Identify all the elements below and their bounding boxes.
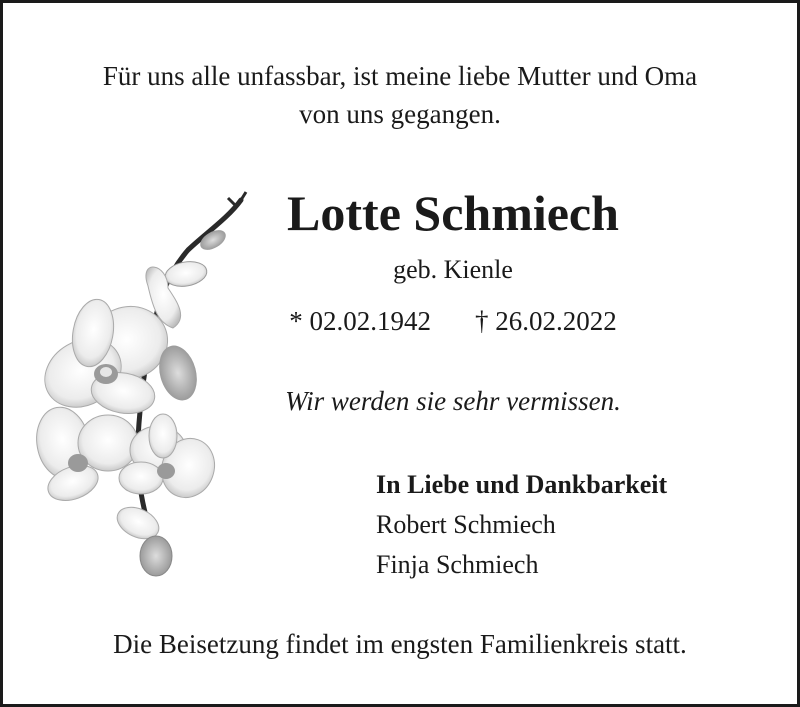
life-dates [233,303,673,339]
deceased-name: Lotte Schmiech [287,185,619,241]
birth-date: * 02.02.1942 [289,306,431,336]
orchid-flower-lower-left [31,403,138,507]
signoff-name-2: Finja Schmiech [376,550,539,579]
intro-text [3,57,797,133]
funeral-note: Die Beisetzung findet im engsten Familienkreis statt. [113,629,687,659]
orchid-branch-icon [28,188,258,588]
tagline: Wir werden sie sehr vermissen. [285,386,621,416]
orchid-flower-lower-right [119,414,223,505]
intro-line-2: von uns gegangen. [299,99,501,129]
death-date: † 26.02.2022 [475,306,617,336]
intro-line-1: Für uns alle unfassbar, ist meine liebe Mutter und Oma [102,61,698,91]
signoff-lead: In Liebe und Dankbarkeit [376,470,668,499]
maiden-name: geb. Kienle [393,255,513,284]
signoff [376,465,667,585]
signoff-name-1: Robert Schmiech [376,510,556,539]
